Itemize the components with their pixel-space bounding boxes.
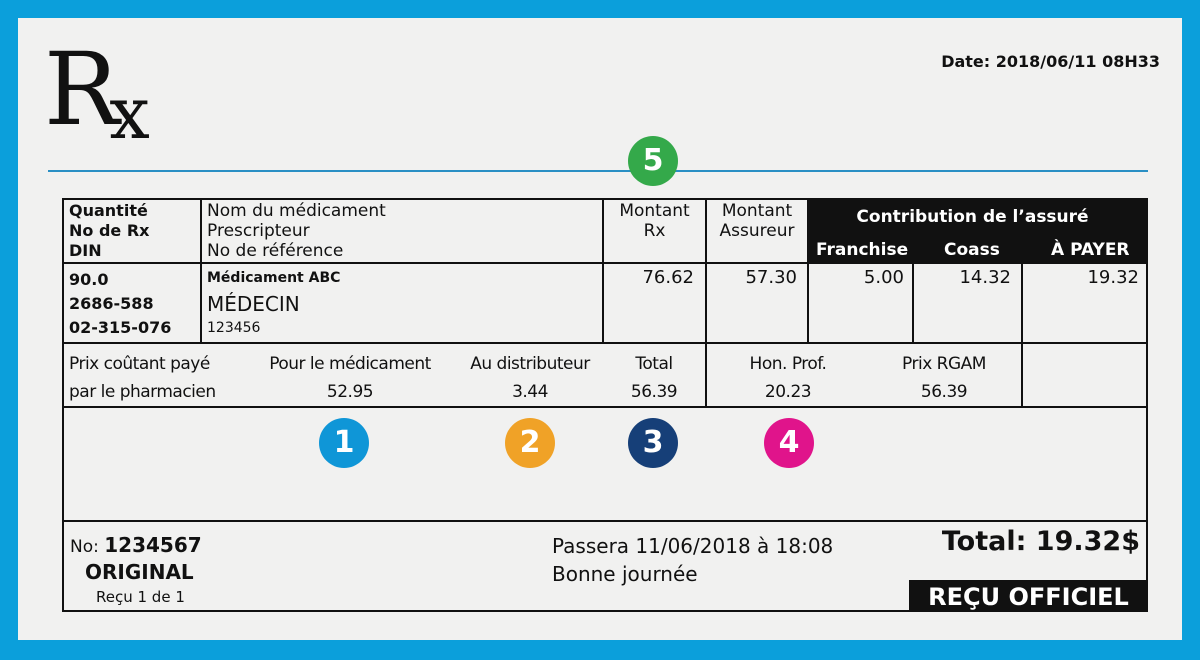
quantite-values: 90.0 2686-588 02-315-076 — [69, 270, 172, 337]
badge-5: 5 — [628, 136, 678, 186]
divider — [48, 170, 1148, 172]
cost-medicament: Pour le médicament 52.95 — [269, 354, 431, 402]
col-medicament-header: Nom du médicament Prescripteur No de référence — [207, 201, 386, 261]
badge-4: 4 — [764, 418, 814, 468]
date: Date: 2018/06/11 08H33 — [941, 52, 1160, 71]
franchise: 5.00 — [863, 267, 904, 288]
recu-officiel: REÇU OFFICIEL — [909, 580, 1148, 612]
franchise-header: Franchise — [816, 240, 909, 260]
col-quantite-header: Quantité No de Rx DIN — [69, 201, 150, 260]
rx-logo: Rx — [44, 31, 150, 155]
contribution-header: Contribution de l’assuré — [856, 207, 1089, 227]
coass-header: Coass — [944, 240, 1000, 260]
coass: 14.32 — [959, 267, 1011, 288]
cost-distributeur: Au distributeur 3.44 — [470, 354, 590, 402]
a-payer-header: À PAYER — [1051, 240, 1130, 260]
reference: 123456 — [207, 320, 261, 336]
cost-label: Prix coûtant payé par le pharmacien — [69, 354, 216, 402]
medicament-name: Médicament ABC — [207, 270, 341, 286]
montant-assureur: 57.30 — [745, 267, 797, 288]
cost-total: Total 56.39 — [630, 354, 678, 402]
passera: Passera 11/06/2018 à 18:08 — [552, 534, 834, 558]
recu-count: Reçu 1 de 1 — [96, 588, 185, 606]
prescripteur: MÉDECIN — [207, 292, 300, 316]
montant-rx-header: Montant Rx — [619, 201, 690, 241]
badge-3: 3 — [628, 418, 678, 468]
bonne-journee: Bonne journée — [552, 562, 698, 586]
badge-2: 2 — [505, 418, 555, 468]
cost-rgam: Prix RGAM 56.39 — [902, 354, 986, 402]
badge-1: 1 — [319, 418, 369, 468]
receipt-number: No: 1234567 — [70, 533, 202, 557]
montant-assureur-header: Montant Assureur — [719, 201, 795, 241]
a-payer: 19.32 — [1087, 267, 1139, 288]
montant-rx: 76.62 — [642, 267, 694, 288]
original-label: ORIGINAL — [85, 560, 194, 584]
cost-hon-prof: Hon. Prof. 20.23 — [749, 354, 827, 402]
grand-total: Total: 19.32$ — [941, 526, 1140, 557]
